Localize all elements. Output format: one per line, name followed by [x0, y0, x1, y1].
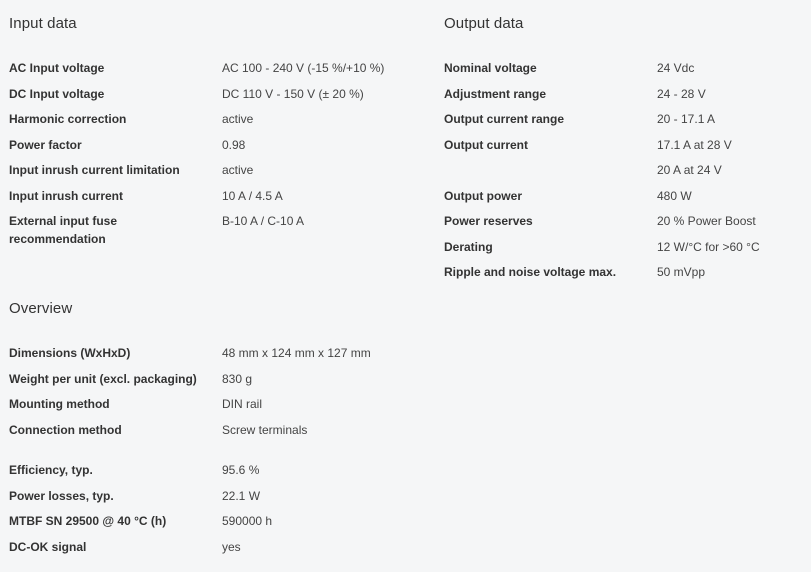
- row-label: AC Input voltage: [9, 61, 105, 75]
- row-value: B-10 A / C-10 A: [222, 214, 305, 228]
- row-label: Adjustment range: [444, 87, 547, 101]
- row-label: Ripple and noise voltage max.: [444, 265, 617, 279]
- row-value: yes: [222, 540, 241, 554]
- row-value: 20 - 17.1 A: [657, 112, 716, 126]
- row-value: 95.6 %: [222, 463, 260, 477]
- table-row: [444, 110, 564, 128]
- table-row: [444, 187, 522, 205]
- table-row: [9, 212, 209, 248]
- row-value: 17.1 A at 28 V: [657, 138, 732, 152]
- row-label: Output power: [444, 189, 522, 203]
- row-label: External input fuse recommendation: [9, 214, 118, 246]
- table-row: [9, 461, 93, 479]
- table-row: [9, 512, 166, 530]
- row-value: Screw terminals: [222, 423, 308, 437]
- table-row: [9, 487, 114, 505]
- table-row: [444, 238, 493, 256]
- table-row: [444, 136, 528, 154]
- table-row: [9, 136, 82, 154]
- row-label: Power factor: [9, 138, 82, 152]
- row-value: active: [222, 163, 254, 177]
- row-value: 10 A / 4.5 A: [222, 189, 283, 203]
- row-value: AC 100 - 240 V (-15 %/+10 %): [222, 61, 385, 75]
- row-value: 12 W/°C for >60 °C: [657, 240, 760, 254]
- table-row: [444, 263, 616, 281]
- row-label: Connection method: [9, 423, 122, 437]
- table-row: [444, 212, 533, 230]
- table-row: [9, 344, 130, 362]
- overview-title: Overview: [9, 300, 73, 317]
- table-row: [9, 59, 104, 77]
- table-row: [9, 110, 126, 128]
- row-label: Harmonic correction: [9, 112, 127, 126]
- row-label: Input inrush current: [9, 189, 123, 203]
- row-value: 24 Vdc: [657, 61, 695, 75]
- row-label: Efficiency, typ.: [9, 463, 93, 477]
- row-label: DC-OK signal: [9, 540, 87, 554]
- row-label: MTBF SN 29500 @ 40 °C (h): [9, 514, 167, 528]
- row-value: 22.1 W: [222, 489, 261, 503]
- row-value: DIN rail: [222, 397, 263, 411]
- table-row: [9, 395, 110, 413]
- row-value: 830 g: [222, 372, 253, 386]
- table-row: [9, 187, 123, 205]
- table-row: [9, 161, 180, 179]
- row-label: Power losses, typ.: [9, 489, 114, 503]
- row-value: active: [222, 112, 254, 126]
- table-row: [9, 538, 86, 556]
- row-value: 20 % Power Boost: [657, 214, 756, 228]
- table-row: [9, 370, 197, 388]
- row-value: 590000 h: [222, 514, 273, 528]
- row-label: Output current range: [444, 112, 565, 126]
- row-value: 50 mVpp: [657, 265, 706, 279]
- row-value: 20 A at 24 V: [657, 163, 722, 177]
- row-label: Output current: [444, 138, 528, 152]
- table-row: [444, 59, 537, 77]
- row-value: 24 - 28 V: [657, 87, 706, 101]
- table-row: [9, 85, 104, 103]
- row-label: Weight per unit (excl. packaging): [9, 372, 197, 386]
- row-value: 480 W: [657, 189, 692, 203]
- row-label: Dimensions (WxHxD): [9, 346, 131, 360]
- row-label: Power reserves: [444, 214, 533, 228]
- row-label: Derating: [444, 240, 493, 254]
- row-label: Mounting method: [9, 397, 110, 411]
- input-data-title: Input data: [9, 15, 77, 32]
- row-label: DC Input voltage: [9, 87, 105, 101]
- row-value: 0.98: [222, 138, 246, 152]
- row-label: Nominal voltage: [444, 61, 537, 75]
- table-row: [444, 85, 546, 103]
- row-label: Input inrush current limitation: [9, 163, 180, 177]
- row-value: 48 mm x 124 mm x 127 mm: [222, 346, 371, 360]
- output-data-title: Output data: [444, 15, 524, 32]
- row-value: DC 110 V - 150 V (± 20 %): [222, 87, 364, 101]
- table-row: [9, 421, 122, 439]
